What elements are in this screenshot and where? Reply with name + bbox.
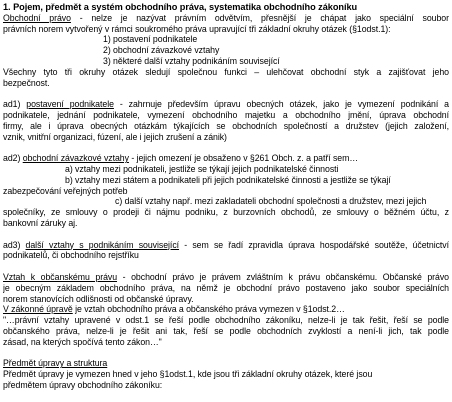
term-vztah-k-obcanskemu-pravu: Vztah k občanskému právu xyxy=(3,271,118,282)
section-ad1 xyxy=(3,99,449,142)
blank-line xyxy=(3,229,449,240)
term-obchodni-pravo: Obchodní právo xyxy=(3,12,71,23)
section-ad2 xyxy=(3,153,449,229)
section-prefix: ad2) xyxy=(3,153,23,164)
section-ad3 xyxy=(3,240,449,262)
term-postaveni-podnikatele: postavení podnikatele xyxy=(26,99,114,110)
paragraph-line: předmětem úpravy obchodního zákoníku: xyxy=(3,379,163,390)
paragraph-line: právních norem vytvořený v rámci soukromého práva upravující tři základní okruhy otázek (§1odst.1): xyxy=(3,23,391,34)
paragraph-line: podnikatelů, či obchodního rejstříku xyxy=(3,250,139,261)
paragraph-line xyxy=(3,99,449,110)
section-commercial-law xyxy=(3,13,449,89)
blank-line xyxy=(3,348,449,359)
paragraph-line xyxy=(3,153,449,164)
list-item: c) další vztahy např. mezi zakladateli obchodní společnosti a družstev, mezi jejich xyxy=(115,196,427,207)
paragraph-line: Předmět úpravy je vymezen hned v jeho §1odst.1, kde jsou tři základní okruhy otázek, které jsou xyxy=(3,369,373,380)
list-item: b) vztahy mezi státem a podnikateli při jejich podnikatelské činnosti a jestliže se týkají xyxy=(65,174,391,185)
paragraph-line xyxy=(3,272,449,283)
blank-line xyxy=(3,142,449,153)
paragraph-line: firmy, ale i úprava obecných otázkám týkajících se obchodních společností a družstev (jejich založení, xyxy=(3,120,449,131)
list-item-continuation: společníky, ze smlouvy o prodeji či nájmu podniku, z burzovních obchodů, ze smlouvy o běžném účtu, z xyxy=(3,207,449,218)
section-prefix: ad3) xyxy=(3,239,26,250)
paragraph-line: norem stanovících odlišnosti od občanské úpravy. xyxy=(3,293,194,304)
paragraph-line: podnikatele, jednání podnikatele, vymezení obchodního majetku a obchodního jmění, úprava obchodní xyxy=(3,109,449,120)
paragraph-line: bezpečnost. xyxy=(3,77,50,88)
paragraph-line xyxy=(3,240,449,251)
list-item: 1) postavení podnikatele xyxy=(103,34,198,45)
list-item: 2) obchodní závazkové vztahy xyxy=(103,45,220,56)
list-item: a) vztahy mezi podnikateli, jestliže se týkají jejich podnikatelské činnosti xyxy=(65,163,339,174)
paragraph-text: - jejich omezení je obsaženo v §261 Obch. z. a patří sem… xyxy=(128,153,359,164)
paragraph-text: - obchodní právo je právem zvláštním k právu občanskému. Občanské právo xyxy=(117,271,449,282)
quote-line: "…právní vztahy upravené v odst.1 se řeší podle obchodního zákoníku, nelze-li je tak řešit, řeší se podle xyxy=(3,315,449,326)
list-item-continuation: bankovní záruky aj. xyxy=(3,217,78,228)
term-obchodni-zavazkove-vztahy: obchodní závazkové vztahy xyxy=(22,153,129,164)
paragraph-text: je vztah obchodního práva a občanského práva vymezen v §1odst.2… xyxy=(72,304,345,315)
paragraph-line: Všechny tyto tři okruhy otázek sledují společnou funkci – ulehčovat obchodní styk a zajišťovat jeho xyxy=(3,66,449,77)
paragraph-text: - nelze je nazývat právním odvětvím, přesnější je chápat jako speciální soubor xyxy=(70,12,449,23)
list-item: 3) některé další vztahy podnikáním související xyxy=(103,55,280,66)
list-item-continuation: zabezpečování veřejných potřeb xyxy=(3,185,128,196)
section-prefix: ad1) xyxy=(3,99,27,110)
section-heading: Předmět úpravy a struktura xyxy=(3,358,108,369)
blank-line xyxy=(3,88,449,99)
paragraph-line: je obecným základem obchodního práva, na němž je obchodní právo postaveno jako soubor speciálních xyxy=(3,282,449,293)
paragraph-line xyxy=(3,304,449,315)
term-dalsi-vztahy: další vztahy s podnikáním související xyxy=(25,239,180,250)
term-v-zakonne-uprave: V zákonné úpravě xyxy=(3,304,73,315)
paragraph-line: vznik, vnitřní organizaci, fúzení, ale i jejich zrušení a zánik) xyxy=(3,131,227,142)
paragraph-text: - sem se řadí zpravidla úprava hospodářské soutěže, účetnictví xyxy=(179,239,449,250)
quote-line: zásad, na kterých spočívá tento zákon…" xyxy=(3,336,162,347)
section-civil-law-relation xyxy=(3,272,449,348)
blank-line xyxy=(3,261,449,272)
paragraph-line xyxy=(3,13,449,24)
quote-line: občanského práva, nelze-li je řešit ani tak, řeší se podle obchodních zvyklostí a není-li jich, tak podle xyxy=(3,325,449,336)
section-subject xyxy=(3,358,449,390)
document-title: 1. Pojem, předmět a systém obchodního práva, systematika obchodního zákoníku xyxy=(3,2,358,12)
paragraph-text: - zahrnuje především úpravu obecných otázek, jako je vymezení podnikání a xyxy=(113,99,449,110)
